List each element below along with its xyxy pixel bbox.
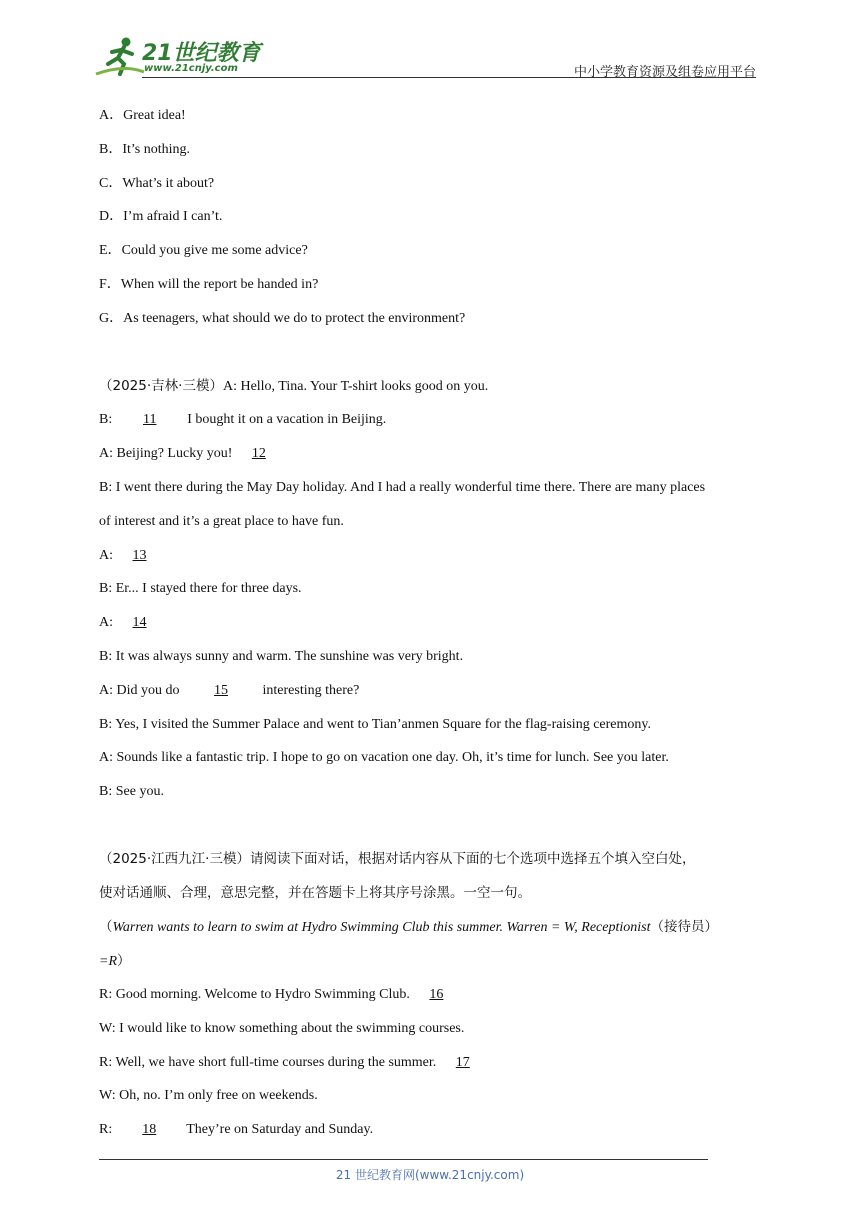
source-label: （2025·江西九江·三模） (99, 851, 250, 867)
dialogue3-line: R: 18 They’re on Saturday and Sunday. (99, 1122, 374, 1137)
dialogue2-line: B: Yes, I visited the Summer Palace and went to Tian’anmen Square for the flag-raising ceremony. (99, 717, 651, 732)
header-divider (142, 77, 756, 78)
dialogue3-line: W: I would like to know something about the swimming courses. (99, 1021, 465, 1036)
dialogue2-line: （2025·吉林·三模）A: Hello, Tina. Your T-shirt looks good on you. (99, 378, 489, 394)
dialogue2-line: B: It was always sunny and warm. The sunshine was very bright. (99, 649, 464, 664)
dialogue3-context: （Warren wants to learn to swim at Hydro Swimming Club this summer. Warren = W, Receptionist（接待员） (99, 919, 718, 935)
dialogue3-line: W: Oh, no. I’m only free on weekends. (99, 1088, 318, 1103)
source-label: （2025·吉林·三模） (99, 378, 223, 394)
blank-18: 18 (142, 1122, 157, 1137)
dialogue2-line: A: 14 (99, 614, 163, 632)
header-tagline: 中小学教育资源及组卷应用平台 (573, 65, 756, 80)
option-a: A．Great idea! (99, 108, 186, 123)
dialogue2-line: A: Beijing? Lucky you! 12 (99, 445, 282, 463)
blank-16: 16 (429, 987, 444, 1002)
option-b: B．It’s nothing. (99, 142, 191, 157)
dialogue2-line: A: Did you do 15 interesting there? (99, 683, 360, 698)
dialogue3-line: R: Good morning. Welcome to Hydro Swimming Club. 16 (99, 986, 459, 1004)
option-d: D．I’m afraid I can’t. (99, 209, 223, 224)
blank-12: 12 (251, 446, 266, 461)
footer-divider (99, 1159, 708, 1160)
dialogue3-line: R: Well, we have short full-time courses during the summer. 17 (99, 1054, 486, 1072)
dialogue2-line: B: I went there during the May Day holiday. And I had a really wonderful time there. There are many places (99, 480, 706, 495)
logo-url: www.21cnjy.com (144, 63, 238, 74)
option-g: G．As teenagers, what should we do to protect the environment? (99, 311, 466, 326)
dialogue2-line: of interest and it’s a great place to have fun. (99, 514, 344, 529)
footer-link[interactable]: 21 世纪教育网(www.21cnjy.com) (335, 1168, 525, 1182)
logo-text: 21世纪教育 (142, 41, 261, 66)
blank-17: 17 (455, 1055, 470, 1070)
dialogue3-context: =R） (99, 953, 131, 969)
option-c: C．What’s it about? (99, 176, 215, 191)
page-header (94, 34, 756, 78)
option-e: E．Could you give me some advice? (99, 243, 308, 258)
dialogue2-line: B: See you. (99, 784, 164, 799)
option-f: F．When will the report be handed in? (99, 277, 319, 292)
blank-13: 13 (132, 548, 147, 563)
blank-15: 15 (214, 683, 228, 698)
blank-14: 14 (132, 615, 147, 630)
dialogue2-line: B: Er... I stayed there for three days. (99, 581, 302, 596)
dialogue2-line: B: 11 I bought it on a vacation in Beijing. (99, 412, 387, 427)
dialogue3-instruction: 使对话通顺、合理，意思完整，并在答题卡上将其序号涂黑。一空一句。 (99, 885, 531, 901)
blank-11: 11 (142, 412, 157, 427)
dialogue2-line: A: 13 (99, 547, 163, 565)
dialogue2-line: A: Sounds like a fantastic trip. I hope to go on vacation one day. Oh, it’s time for lunch. See you later. (99, 750, 669, 765)
dialogue3-instruction: （2025·江西九江·三模）请阅读下面对话，根据对话内容从下面的七个选项中选择五个填入空白处， (99, 851, 696, 867)
